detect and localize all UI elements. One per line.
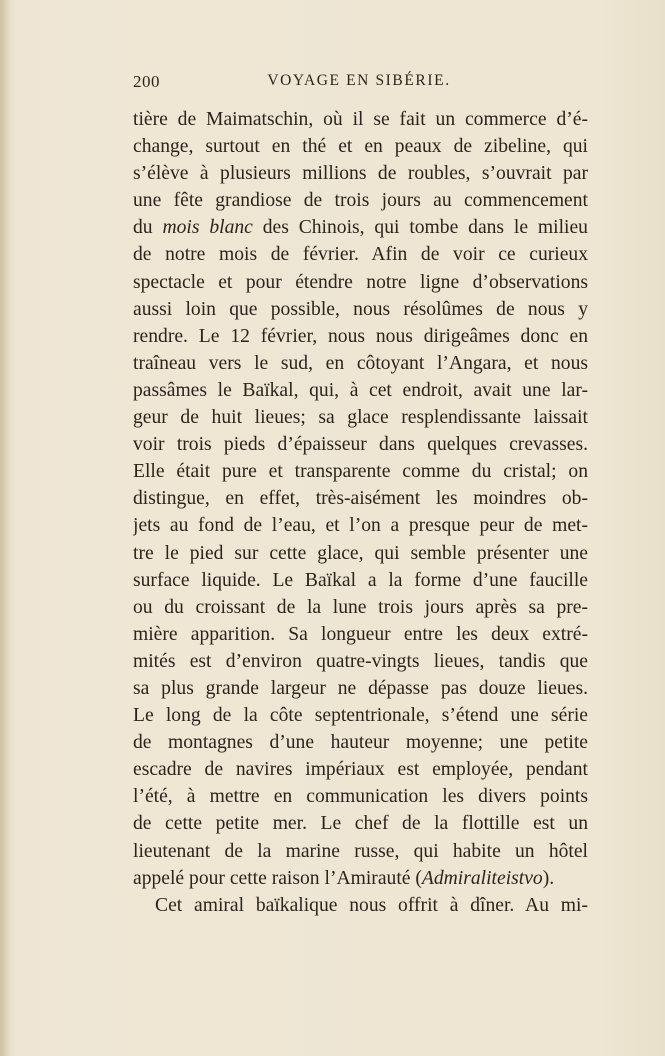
text-line: s’élève à plusieurs millions de roubles, s’ouvrait par	[133, 163, 588, 185]
text-line: escadre de navires impériaux est employée, pendant	[133, 759, 588, 781]
text-line: surface liquide. Le Baïkal a la forme d’une faucille	[133, 569, 588, 591]
text-line: lieutenant de la marine russe, qui habite un hôtel	[133, 840, 588, 862]
text-line: voir trois pieds d’épaisseur dans quelques crevasses.	[133, 434, 588, 456]
text-line: aussi loin que possible, nous résolûmes de nous y	[133, 298, 588, 320]
text-line: de notre mois de février. Afin de voir ce curieux	[133, 244, 588, 266]
running-head	[133, 72, 585, 98]
text-line: une fête grandiose de trois jours au commencement	[133, 190, 588, 212]
text-line: rendre. Le 12 février, nous nous dirigeâmes donc en	[133, 325, 588, 347]
running-title: VOYAGE EN SIBÉRIE.	[267, 72, 451, 89]
text-line: mités est d’environ quatre-vingts lieues, tandis que	[133, 650, 588, 672]
text-line: de montagnes d’une hauteur moyenne; une petite	[133, 732, 588, 754]
text-line: Le long de la côte septentrionale, s’étend une série	[133, 705, 588, 727]
binding-shadow	[0, 0, 10, 1056]
text-line: sa plus grande largeur ne dépasse pas douze lieues.	[133, 677, 588, 699]
text-segment: ).	[542, 867, 555, 889]
text-segment: appelé pour cette raison l’Amirauté (	[133, 867, 422, 889]
text-line: traîneau vers le sud, en côtoyant l’Angara, et nous	[133, 352, 588, 374]
text-line: de cette petite mer. Le chef de la flottille est un	[133, 813, 588, 835]
italic-term: mois blanc	[162, 217, 253, 239]
text-line-paragraph-start: Cet amiral baïkalique nous offrit à dîner. Au mi-	[155, 894, 588, 916]
text-line: ou du croissant de la lune trois jours après sa pre-	[133, 596, 588, 618]
text-line: l’été, à mettre en communication les divers points	[133, 786, 588, 808]
text-segment: du	[133, 217, 163, 239]
italic-term: Admiraliteistvo	[421, 867, 543, 889]
text-line: spectacle et pour étendre notre ligne d’observations	[133, 271, 588, 293]
text-line: change, surtout en thé et en peaux de zibeline, qui	[133, 136, 588, 158]
text-line: distingue, en effet, très-aisément les moindres ob-	[133, 488, 588, 510]
text-segment: des Chinois, qui tombe dans le milieu	[252, 217, 588, 239]
text-line: passâmes le Baïkal, qui, à cet endroit, avait une lar-	[133, 379, 588, 401]
text-line: mière apparition. Sa longueur entre les deux extré-	[133, 623, 588, 645]
text-line	[133, 214, 588, 241]
text-line: tre le pied sur cette glace, qui semble présenter une	[133, 542, 588, 564]
text-line: tière de Maimatschin, où il se fait un commerce d’é-	[133, 109, 588, 130]
text-line	[133, 865, 588, 892]
page-number: 200	[133, 72, 160, 91]
text-line: jets au fond de l’eau, et l’on a presque peur de met-	[133, 515, 588, 537]
body-text	[133, 106, 588, 919]
text-line: Elle était pure et transparente comme du cristal; on	[133, 461, 588, 483]
text-line: geur de huit lieues; sa glace resplendissante laissait	[133, 407, 588, 429]
